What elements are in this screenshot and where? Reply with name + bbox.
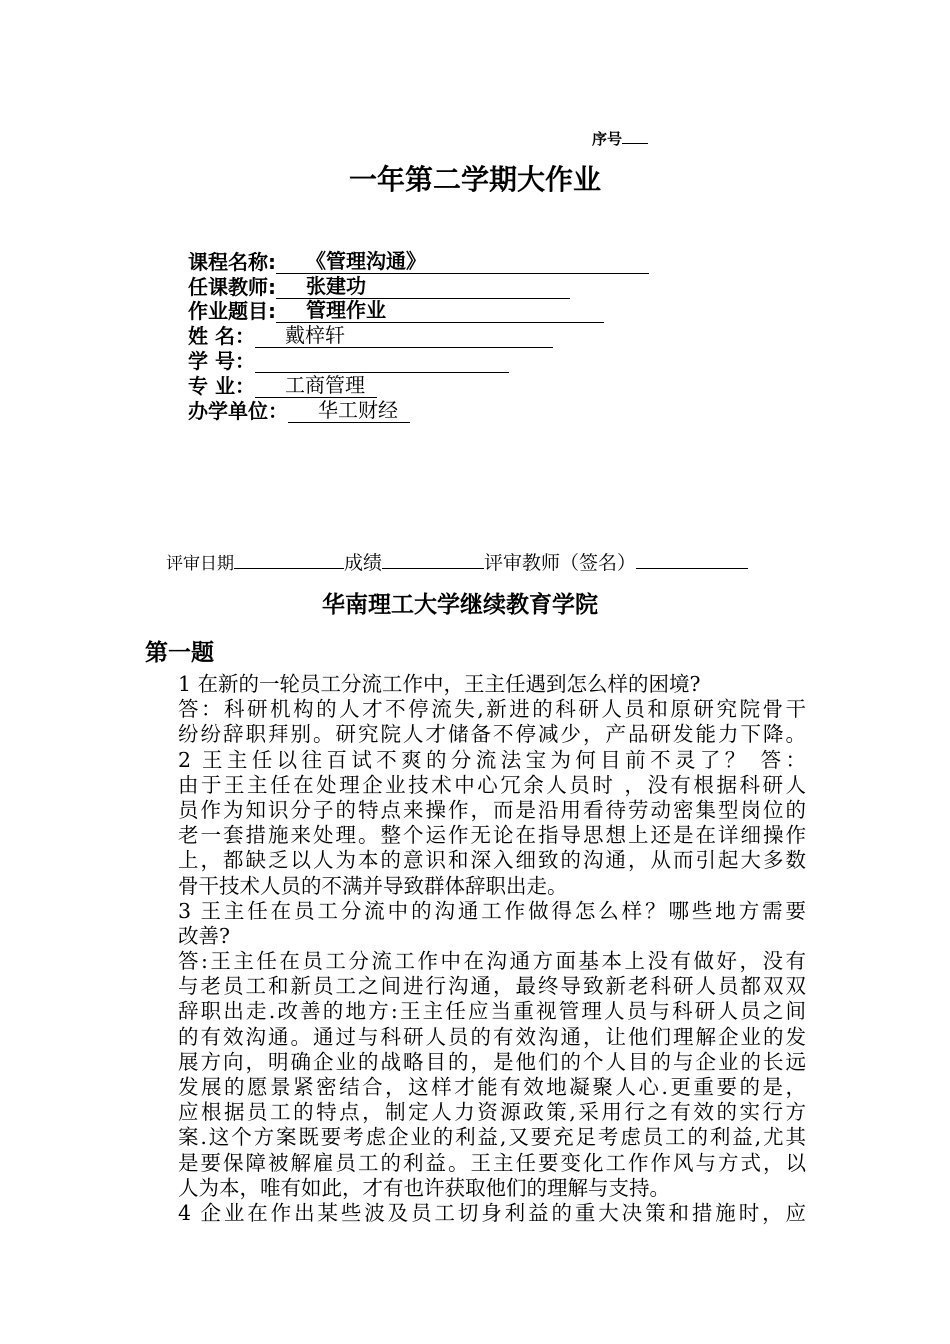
review-line <box>166 548 748 575</box>
student-id-label: 学 号： <box>188 349 255 373</box>
answer-body <box>178 672 806 1226</box>
body-line: 1 在新的一轮员工分流工作中，王主任遇到怎么样的困境? <box>178 672 701 696</box>
name-row <box>188 324 553 349</box>
body-line: 与老员工和新员工之间进行沟通，最终导致新老科研人员都双双 <box>178 974 806 999</box>
body-line: 是要保障被解雇员工的利益。王主任要变化工作作风与方式，以 <box>178 1150 806 1175</box>
review-teacher-blank <box>636 548 748 569</box>
serial-blank <box>622 129 648 144</box>
body-line: 的有效沟通。通过与科研人员的有效沟通，让他们理解企业的发 <box>178 1024 806 1049</box>
review-date-blank <box>234 548 344 569</box>
body-line: 员作为知识分子的特点来操作，而是沿用看待劳动密集型岗位的 <box>178 797 806 822</box>
score-blank <box>382 548 484 569</box>
body-line: 3 王主任在员工分流中的沟通工作做得怎么样？哪些地方需要 <box>178 898 806 923</box>
body-line: 纷纷辞职拜别。研究院人才储备不停减少，产品研发能力下降。 <box>178 722 806 747</box>
body-line: 上，都缺乏以人为本的意识和深入细致的沟通，从而引起大多数 <box>178 848 806 873</box>
body-line: 2 王主任以往百试不爽的分流法宝为何目前不灵了？ 答： <box>178 747 806 772</box>
body-line: 答：科研机构的人才不停流失,新进的科研人员和原研究院骨干 <box>178 697 806 722</box>
name-label: 姓 名： <box>188 324 255 348</box>
body-line: 由于王主任在处理企业技术中心冗余人员时 ，没有根据科研人 <box>178 772 806 797</box>
section-title: 第一题 <box>145 640 214 666</box>
student-id-row <box>188 349 509 374</box>
body-line: 发展的愿景紧密结合，这样才能有效地凝聚人心.更重要的是， <box>178 1075 806 1099</box>
body-line: 改善? <box>178 923 230 948</box>
unit-value: 华工财经 <box>288 399 410 423</box>
course-label: 课程名称: <box>188 250 276 274</box>
body-line: 应根据员工的特点，制定人力资源政策,采用行之有效的实行方 <box>178 1100 806 1125</box>
student-id-value <box>255 349 509 373</box>
body-line: 老一套措施来处理。整个运作无论在指导思想上还是在详细操作 <box>178 823 806 848</box>
body-line: 4 企业在作出某些波及员工切身利益的重大决策和措施时，应 <box>178 1200 806 1225</box>
major-row <box>188 374 377 399</box>
body-line: 案.这个方案既要考虑企业的利益,又要充足考虑员工的利益,尤其 <box>178 1125 806 1150</box>
body-line: 辞职出走.改善的地方:王主任应当重视管理人员与科研人员之间 <box>178 999 806 1024</box>
score-label: 成绩 <box>344 552 383 574</box>
unit-label: 办学单位： <box>188 399 288 423</box>
review-teacher-label: 评审教师（签名） <box>484 552 637 574</box>
teacher-label: 任课教师: <box>188 275 276 299</box>
topic-row <box>188 299 604 324</box>
name-value: 戴梓轩 <box>255 324 553 348</box>
topic-label: 作业题目: <box>188 299 276 323</box>
page-title: 一年第二学期大作业 <box>348 163 601 196</box>
body-line: 展方向，明确企业的战略目的，是他们的个人目的与企业的长远 <box>178 1049 806 1074</box>
major-value: 工商管理 <box>255 374 377 398</box>
body-line: 答:王主任在员工分流工作中在沟通方面基本上没有做好，没有 <box>178 949 806 974</box>
major-label: 专 业： <box>188 374 255 398</box>
serial-label: 序号 <box>592 130 623 148</box>
body-line: 人为本，唯有如此，才有也许获取他们的理解与支持。 <box>178 1175 670 1200</box>
unit-row <box>188 399 410 424</box>
teacher-row <box>188 275 570 300</box>
school-name: 华南理工大学继续教育学院 <box>322 592 598 618</box>
teacher-value: 张建功 <box>276 275 570 299</box>
serial-number <box>592 128 648 149</box>
topic-value: 管理作业 <box>276 299 604 323</box>
review-date-label: 评审日期 <box>166 554 234 574</box>
course-row <box>188 250 649 275</box>
body-line: 骨干技术人员的不满并导致群体辞职出走。 <box>178 873 568 898</box>
course-value: 《管理沟通》 <box>276 250 649 274</box>
